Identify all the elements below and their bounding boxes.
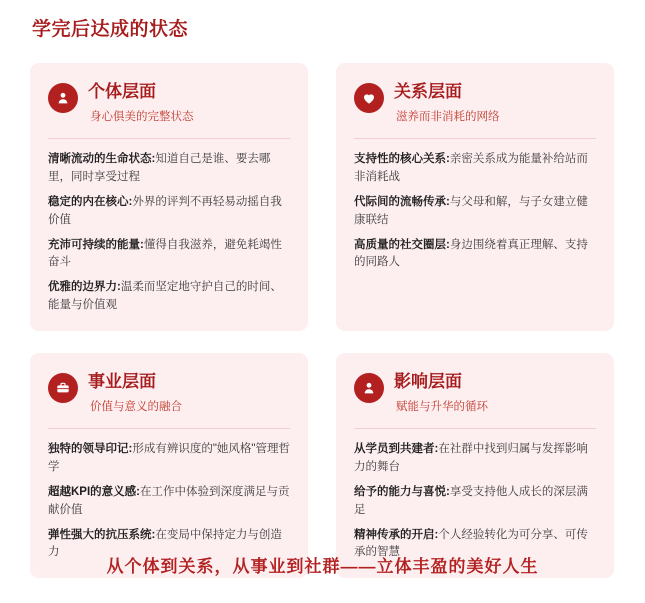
heart-icon <box>354 83 384 113</box>
list-item <box>48 279 290 315</box>
card-subtitle: 价值与意义的融合 <box>90 401 182 414</box>
item-text: 温柔而坚定地守护自己的时间、能量与价值观 <box>48 281 282 312</box>
item-text: 形成有辨识度的"她风格"管理哲学 <box>48 443 291 474</box>
item-text: 在变局中保持定力与创造力 <box>48 528 282 559</box>
item-label: 稳定的内在核心: <box>48 196 133 209</box>
item-label: 支持性的核心关系: <box>354 153 450 166</box>
card-career <box>30 353 308 578</box>
item-text: 外界的评判不再轻易动摇自我价值 <box>48 196 282 226</box>
item-text: 身边围绕着真正理解、支持的同路人 <box>354 238 588 269</box>
card-header <box>354 371 596 414</box>
item-label: 超越KPI的意义感: <box>48 485 140 498</box>
card-subtitle: 滋养而非消耗的网络 <box>396 111 500 124</box>
list-item <box>48 151 290 187</box>
item-label: 优雅的边界力: <box>48 281 121 294</box>
card-header <box>354 81 596 124</box>
item-label: 代际间的流畅传承: <box>354 196 450 209</box>
card-subtitle: 赋能与升华的循环 <box>396 401 488 414</box>
item-text: 亲密关系成为能量补给站而非消耗战 <box>354 153 588 184</box>
list-item <box>354 441 596 477</box>
list-item <box>48 441 290 477</box>
item-text: 享受支持他人成长的深层满足 <box>354 485 588 516</box>
divider <box>354 138 596 139</box>
list-item <box>354 237 596 273</box>
item-label: 独特的领导印记: <box>48 443 133 456</box>
divider <box>48 138 290 139</box>
page-title: 学完后达成的状态 <box>32 19 189 40</box>
item-text: 在社群中找到归属与发挥影响力的舞台 <box>354 443 588 474</box>
item-label: 高质量的社交圈层: <box>354 238 450 251</box>
footer-tagline: 从个体到关系，从事业到社群——立体丰盈的美好人生 <box>106 557 539 576</box>
person-icon <box>48 83 78 113</box>
item-text: 与父母和解，与子女建立健康联结 <box>354 196 588 226</box>
item-label: 从学员到共建者: <box>354 443 439 456</box>
divider <box>48 428 290 429</box>
item-text: 个人经验转化为可分享、可传承的智慧 <box>354 528 588 559</box>
list-item <box>48 484 290 520</box>
card-head-text <box>394 371 488 414</box>
card-title: 事业层面 <box>88 371 156 391</box>
item-label: 精神传承的开启: <box>354 528 439 541</box>
item-text: 懂得自我滋养，避免耗竭性奋斗 <box>48 238 282 269</box>
card-title: 关系层面 <box>394 82 462 101</box>
card-influence <box>336 353 614 578</box>
item-label: 充沛可持续的能量: <box>48 238 144 251</box>
card-relationship <box>336 63 614 331</box>
card-header <box>48 371 290 414</box>
list-item <box>354 194 596 230</box>
card-head-text <box>88 81 194 124</box>
item-label: 给予的能力与喜悦: <box>354 485 450 498</box>
list-item <box>354 484 596 520</box>
item-label: 清晰流动的生命状态: <box>48 153 156 166</box>
card-title: 个体层面 <box>88 82 156 101</box>
card-head-text <box>88 371 182 414</box>
cards-grid <box>30 63 615 578</box>
list-item <box>48 194 290 230</box>
card-header <box>48 81 290 124</box>
item-text: 知道自己是谁、要去哪里，同时享受过程 <box>48 153 271 184</box>
card-title: 影响层面 <box>394 371 462 391</box>
person-icon <box>354 373 384 403</box>
list-item <box>48 237 290 273</box>
item-text: 在工作中体验到深度满足与贡献价值 <box>48 485 290 516</box>
list-item <box>354 151 596 187</box>
card-head-text <box>394 81 500 124</box>
item-label: 弹性强大的抗压系统: <box>48 528 156 541</box>
briefcase-icon <box>48 373 78 403</box>
card-individual <box>30 63 308 331</box>
divider <box>354 428 596 429</box>
card-subtitle: 身心俱美的完整状态 <box>90 111 194 124</box>
